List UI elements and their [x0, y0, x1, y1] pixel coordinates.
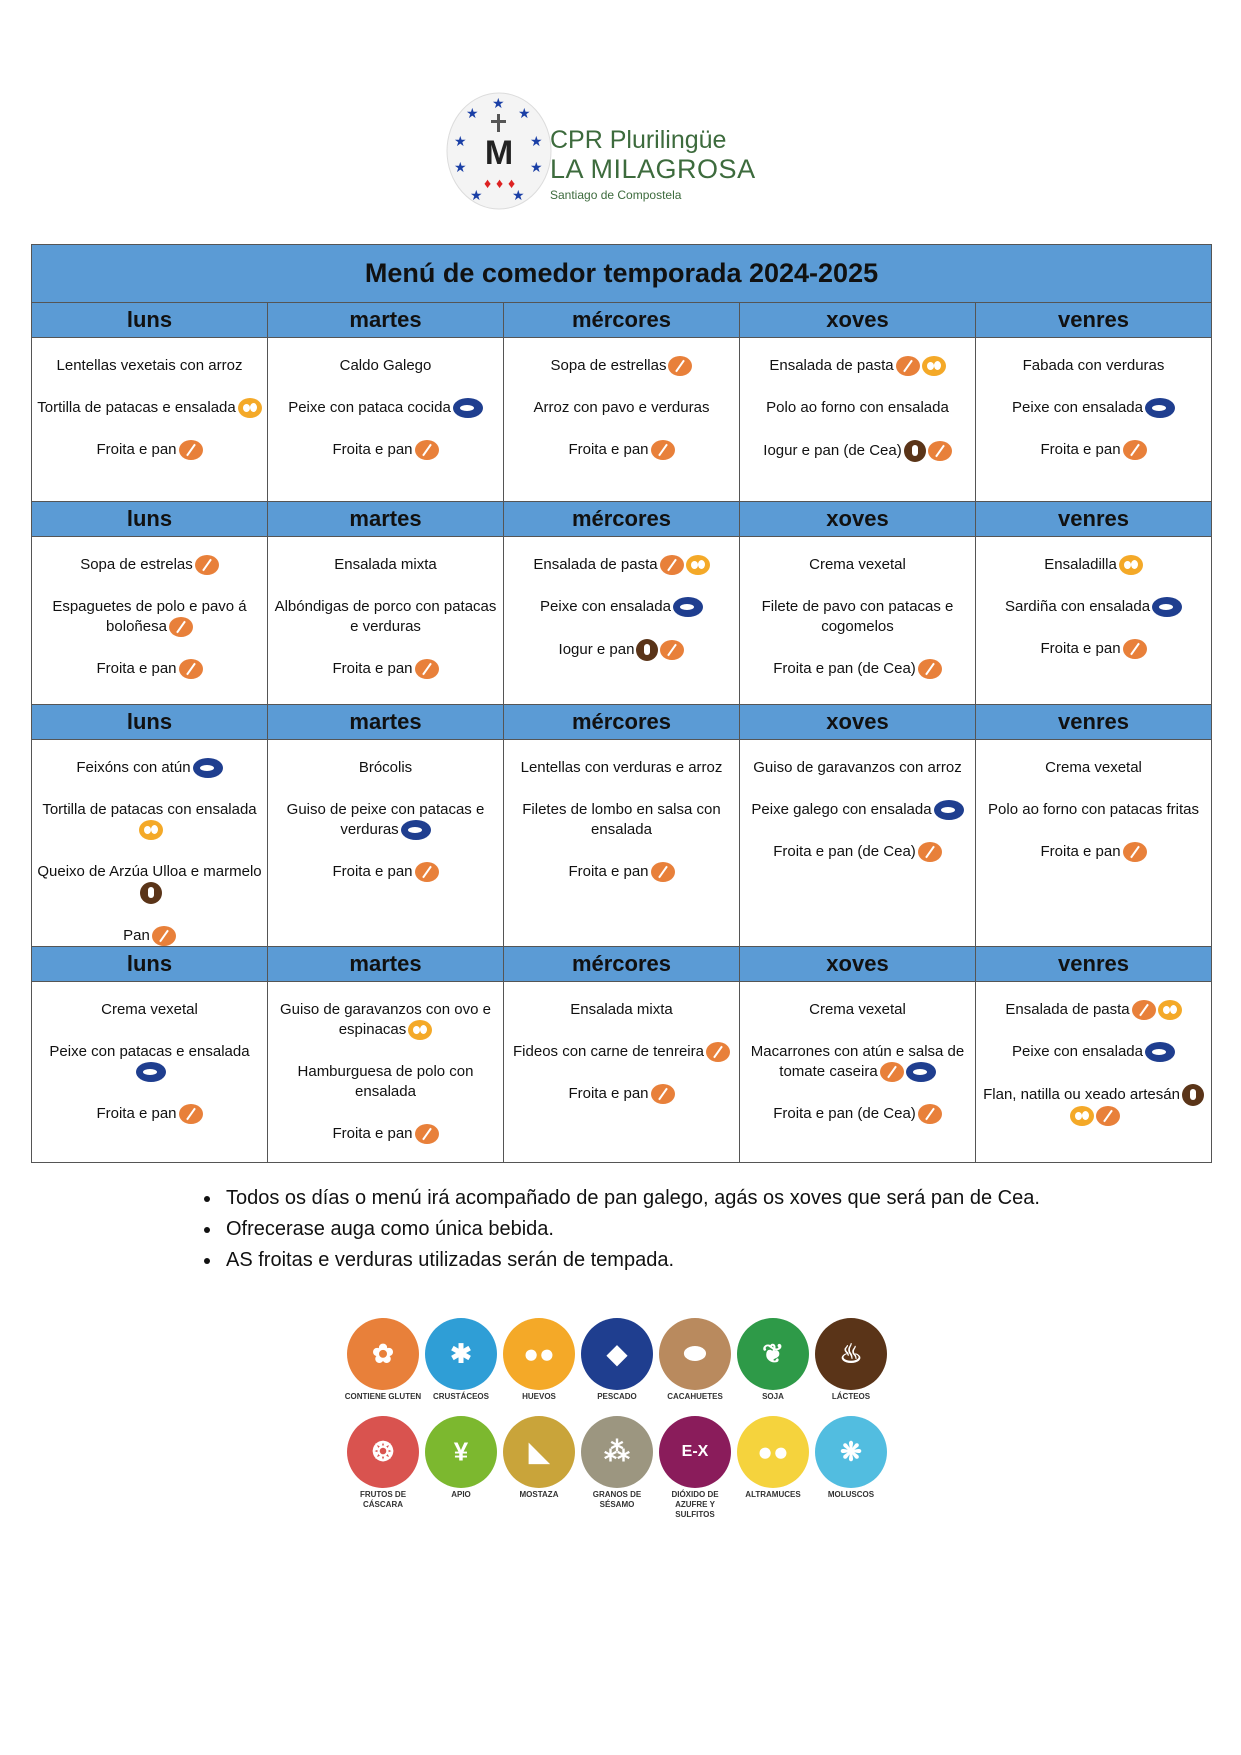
gluten-icon: [880, 1062, 904, 1082]
dish-text: Iogur e pan (de Cea): [763, 442, 902, 459]
menu-cell: [740, 537, 976, 705]
menu-cell: [268, 537, 504, 705]
legend-label: MOLUSCOS: [827, 1490, 875, 1499]
dish: [742, 842, 973, 862]
day-header: martes: [268, 705, 504, 740]
gluten-icon: [415, 1124, 439, 1144]
svg-text:♦: ♦: [484, 175, 492, 191]
menu-week-row: [32, 740, 1212, 947]
menu-cell: [504, 740, 740, 947]
menu-table: [31, 244, 1212, 1163]
dish: [978, 555, 1209, 575]
menu-cell: [504, 338, 740, 502]
dish: [270, 862, 501, 882]
dish: [978, 440, 1209, 460]
dish-text: Guiso de garavanzos con arroz: [753, 759, 962, 776]
dish-text: Peixe con ensalada: [540, 598, 671, 616]
legend-label: CRUSTÁCEOS: [432, 1392, 489, 1401]
dish-text: Froita e pan: [568, 1085, 649, 1103]
day-header: luns: [32, 502, 268, 537]
day-header-row: [32, 303, 1212, 338]
menu-week-row: [32, 338, 1212, 502]
dish-text: Froita e pan: [332, 1125, 413, 1143]
menu-cell: [504, 982, 740, 1163]
day-header: mércores: [504, 947, 740, 982]
menu-cell: [976, 740, 1212, 947]
huevos-icon: [922, 356, 946, 376]
dish-text: Froita e pan: [332, 660, 413, 677]
dish: [34, 758, 265, 778]
dish-text: Froita e pan (de Cea): [773, 1105, 916, 1123]
legend-label: DIÓXIDO DE AZUFRE Y SULFITOS: [671, 1490, 719, 1519]
dish-text: Pan: [123, 927, 150, 945]
dish: [506, 862, 737, 882]
dish-text: Ensaladilla: [1044, 556, 1117, 573]
gluten-icon: [1123, 842, 1147, 862]
dish-text: Ensalada de pasta: [1005, 1001, 1130, 1019]
school-city: Santiago de Compostela: [550, 188, 682, 202]
allergen-legend-icon: ⁂: [581, 1416, 653, 1488]
legend-item: [811, 1318, 891, 1402]
menu-cell: [740, 338, 976, 502]
menu-cell: [740, 740, 976, 947]
menu-cell: [976, 982, 1212, 1163]
pescado-icon: [673, 597, 703, 617]
dish: [270, 398, 501, 418]
dish: [742, 659, 973, 679]
svg-text:M: M: [484, 134, 514, 172]
svg-text:★: ★: [470, 187, 483, 203]
pescado-icon: [906, 1062, 936, 1082]
dish-text: Feixóns con atún: [76, 759, 191, 776]
gluten-icon: [896, 356, 920, 376]
huevos-icon: [408, 1020, 432, 1040]
day-header: martes: [268, 502, 504, 537]
dish: [34, 398, 265, 418]
dish-text: Crema vexetal: [101, 1001, 198, 1019]
menu-cell: [976, 537, 1212, 705]
day-header: venres: [976, 947, 1212, 982]
allergen-legend: [343, 1318, 903, 1519]
legend-label: APIO: [451, 1490, 471, 1499]
note-item: • Todos os días o menú irá acompañado de pan galego, agás os xoves que será pan de Cea.: [222, 1183, 1040, 1214]
dish: [742, 1000, 973, 1020]
pescado-icon: [136, 1062, 166, 1082]
dish: [270, 1000, 501, 1040]
gluten-icon: [415, 659, 439, 679]
dish: [978, 356, 1209, 376]
dish: [978, 800, 1209, 820]
allergen-legend-icon: ✿: [347, 1318, 419, 1390]
day-header: mércores: [504, 705, 740, 740]
legend-label: LÁCTEOS: [831, 1392, 871, 1401]
day-header: luns: [32, 303, 268, 338]
dish: [978, 1042, 1209, 1062]
dish-text: Crema vexetal: [809, 556, 906, 573]
legend-item: [733, 1318, 813, 1402]
dish: [34, 862, 265, 904]
allergen-legend-icon: ✱: [425, 1318, 497, 1390]
svg-text:★: ★: [466, 105, 479, 121]
dish-text: Tortilla de patacas con ensalada: [42, 801, 257, 819]
dish-text: Brócolis: [358, 759, 413, 776]
dish: [978, 1000, 1209, 1020]
dish-text: Froita e pan: [1040, 441, 1121, 459]
gluten-icon: [668, 356, 692, 376]
dish-text: Froita e pan: [332, 863, 413, 881]
svg-text:★: ★: [454, 133, 467, 149]
dish: [270, 555, 501, 575]
notes-list: [160, 1183, 1040, 1276]
dish-text: Guiso de garavanzos con ovo e espinacas: [280, 1001, 491, 1039]
dish: [978, 398, 1209, 418]
gluten-icon: [179, 440, 203, 460]
legend-item: [421, 1416, 501, 1500]
dish-text: Ensalada de pasta: [769, 357, 894, 374]
day-header: xoves: [740, 705, 976, 740]
day-header: martes: [268, 303, 504, 338]
dish-text: Iogur e pan: [558, 641, 635, 659]
dish: [506, 758, 737, 778]
allergen-legend-icon: ❂: [347, 1416, 419, 1488]
allergen-legend-icon: ♨: [815, 1318, 887, 1390]
dish: [978, 758, 1209, 778]
svg-text:★: ★: [518, 105, 531, 121]
dish: [34, 800, 265, 840]
dish-text: Peixe con pataca cocida: [288, 399, 451, 416]
legend-label: ALTRAMUCES: [745, 1490, 801, 1499]
dish-text: Filetes de lombo en salsa con ensalada: [522, 801, 721, 838]
day-header: luns: [32, 705, 268, 740]
dish-text: Lentellas con verduras e arroz: [520, 759, 723, 776]
day-header: xoves: [740, 303, 976, 338]
lacteos-icon: [140, 882, 162, 904]
svg-text:♦: ♦: [496, 175, 504, 191]
allergen-legend-icon: ●●: [737, 1416, 809, 1488]
lacteos-icon: [1182, 1084, 1204, 1106]
huevos-icon: [238, 398, 262, 418]
legend-item: [655, 1416, 735, 1520]
pescado-icon: [453, 398, 483, 418]
dish: [742, 1042, 973, 1082]
svg-text:★: ★: [530, 133, 543, 149]
day-header: venres: [976, 705, 1212, 740]
dish: [506, 597, 737, 617]
dish-text: Sopa de estrelas: [80, 556, 193, 573]
gluten-icon: [918, 1104, 942, 1124]
gluten-icon: [1096, 1106, 1120, 1126]
dish: [506, 356, 737, 376]
gluten-icon: [1132, 1000, 1156, 1020]
day-header: martes: [268, 947, 504, 982]
dish: [742, 597, 973, 637]
legend-label: GRANOS DE SÉSAMO: [592, 1490, 642, 1509]
legend-label: CONTIENE GLUTEN: [344, 1392, 422, 1401]
pescado-icon: [934, 800, 964, 820]
dish: [270, 659, 501, 679]
dish: [34, 555, 265, 575]
dish: [506, 1084, 737, 1104]
legend-item: [655, 1318, 735, 1402]
huevos-icon: [1158, 1000, 1182, 1020]
dish-text: Arroz con pavo e verduras: [533, 399, 710, 417]
legend-item: [811, 1416, 891, 1500]
gluten-icon: [651, 440, 675, 460]
day-header: mércores: [504, 303, 740, 338]
day-header: xoves: [740, 502, 976, 537]
svg-text:★: ★: [492, 95, 505, 111]
allergen-legend-icon: ⬬: [659, 1318, 731, 1390]
dish-text: Crema vexetal: [1045, 759, 1142, 776]
dish: [506, 440, 737, 460]
gluten-icon: [169, 617, 193, 637]
gluten-icon: [918, 659, 942, 679]
dish: [34, 1000, 265, 1020]
school-logo: [440, 90, 756, 215]
dish-text: Filete de pavo con patacas e cogomelos: [761, 598, 954, 635]
huevos-icon: [686, 555, 710, 575]
dish: [34, 597, 265, 637]
lacteos-icon: [904, 440, 926, 462]
legend-item: [499, 1416, 579, 1500]
pescado-icon: [1145, 398, 1175, 418]
dish: [270, 1062, 501, 1102]
dish: [978, 1084, 1209, 1126]
allergen-legend-icon: ◆: [581, 1318, 653, 1390]
menu-cell: [268, 982, 504, 1163]
dish: [506, 555, 737, 575]
svg-text:★: ★: [454, 159, 467, 175]
legend-item: [343, 1416, 423, 1510]
legend-label: CACAHUETES: [667, 1392, 723, 1401]
day-header: mércores: [504, 502, 740, 537]
gluten-icon: [1123, 440, 1147, 460]
allergen-legend-icon: ❋: [815, 1416, 887, 1488]
gluten-icon: [651, 862, 675, 882]
dish: [978, 639, 1209, 659]
dish-text: Macarrones con atún e salsa de tomate caseira: [750, 1043, 965, 1081]
dish: [506, 398, 737, 418]
dish-text: Crema vexetal: [809, 1001, 906, 1019]
dish: [270, 758, 501, 778]
pescado-icon: [1152, 597, 1182, 617]
dish-text: Albóndigas de porco con patacas e verduras: [274, 598, 497, 635]
dish: [34, 1104, 265, 1124]
gluten-icon: [415, 440, 439, 460]
dish: [270, 800, 501, 840]
svg-text:★: ★: [530, 159, 543, 175]
dish: [270, 1124, 501, 1144]
allergen-legend-icon: ●●: [503, 1318, 575, 1390]
dish: [742, 758, 973, 778]
dish-text: Peixe con patacas e ensalada: [49, 1043, 250, 1061]
huevos-icon: [1119, 555, 1143, 575]
dish: [506, 1000, 737, 1020]
dish: [506, 1042, 737, 1062]
dish-text: Froita e pan (de Cea): [773, 660, 916, 677]
dish-text: Espaguetes de polo e pavo á boloñesa: [52, 598, 247, 636]
dish-text: Polo ao forno con patacas fritas: [988, 801, 1199, 818]
menu-week-row: [32, 537, 1212, 705]
dish-text: Peixe con ensalada: [1012, 399, 1143, 416]
dish: [34, 440, 265, 460]
dish: [506, 639, 737, 661]
dish-text: Froita e pan: [1040, 640, 1121, 658]
legend-label: PESCADO: [597, 1392, 637, 1401]
school-name-line1: CPR Plurilingüe: [550, 126, 727, 154]
allergen-legend-icon: ◣: [503, 1416, 575, 1488]
dish-text: Fabada con verduras: [1022, 357, 1165, 374]
gluten-icon: [651, 1084, 675, 1104]
dish: [270, 440, 501, 460]
dish-text: Ensalada mixta: [334, 556, 437, 573]
dish-text: Froita e pan: [96, 1105, 177, 1123]
dish: [742, 398, 973, 418]
lacteos-icon: [636, 639, 658, 661]
dish-text: Fideos con carne de tenreira: [513, 1043, 704, 1061]
dish: [34, 356, 265, 376]
day-header-row: [32, 705, 1212, 740]
dish-text: Froita e pan: [96, 441, 177, 459]
dish-text: Ensalada de pasta: [533, 556, 658, 573]
school-name-line2: LA MILAGROSA: [550, 154, 756, 184]
dish-text: Froita e pan (de Cea): [773, 843, 916, 861]
dish-text: Lentellas vexetais con arroz: [56, 357, 243, 374]
menu-title: Menú de comedor temporada 2024-2025: [32, 245, 1212, 303]
menu-cell: [740, 982, 976, 1163]
menu-cell: [32, 537, 268, 705]
dish-text: Flan, natilla ou xeado artesán: [983, 1086, 1180, 1104]
day-header-row: [32, 947, 1212, 982]
gluten-icon: [928, 441, 952, 461]
dish: [978, 842, 1209, 862]
dish-text: Peixe con ensalada: [1012, 1043, 1143, 1061]
legend-item: [499, 1318, 579, 1402]
legend-label: MOSTAZA: [519, 1490, 559, 1499]
legend-label: HUEVOS: [522, 1392, 556, 1401]
school-emblem-icon: [440, 90, 558, 212]
dish: [742, 440, 973, 462]
dish: [34, 926, 265, 946]
gluten-icon: [660, 555, 684, 575]
dish-text: Guiso de peixe con patacas e verduras: [286, 801, 485, 838]
pescado-icon: [401, 820, 431, 840]
menu-cell: [32, 740, 268, 947]
pescado-icon: [193, 758, 223, 778]
dish: [270, 597, 501, 637]
legend-item: [343, 1318, 423, 1402]
legend-label: FRUTOS DE CÁSCARA: [359, 1490, 407, 1509]
gluten-icon: [660, 640, 684, 660]
dish-text: Sopa de estrellas: [550, 357, 667, 374]
note-item: • AS froitas e verduras utilizadas serán de tempada.: [222, 1245, 1040, 1276]
allergen-legend-icon: ❦: [737, 1318, 809, 1390]
dish: [506, 800, 737, 840]
day-header: venres: [976, 303, 1212, 338]
dish-text: Polo ao forno con ensalada: [766, 399, 949, 417]
gluten-icon: [179, 1104, 203, 1124]
dish: [742, 800, 973, 820]
gluten-icon: [152, 926, 176, 946]
day-header: xoves: [740, 947, 976, 982]
dish: [742, 356, 973, 376]
dish-text: Hamburguesa de polo con ensalada: [297, 1063, 474, 1101]
dish-text: Caldo Galego: [339, 357, 432, 374]
pescado-icon: [1145, 1042, 1175, 1062]
gluten-icon: [706, 1042, 730, 1062]
dish: [742, 1104, 973, 1124]
huevos-icon: [139, 820, 163, 840]
legend-item: [577, 1416, 657, 1510]
gluten-icon: [195, 555, 219, 575]
legend-label: SOJA: [762, 1392, 784, 1401]
legend-item: [733, 1416, 813, 1500]
allergen-legend-icon: ¥: [425, 1416, 497, 1488]
menu-cell: [976, 338, 1212, 502]
legend-item: [421, 1318, 501, 1402]
dish-text: Froita e pan: [96, 660, 177, 678]
svg-text:★: ★: [512, 187, 525, 203]
day-header: venres: [976, 502, 1212, 537]
gluten-icon: [918, 842, 942, 862]
menu-cell: [32, 338, 268, 502]
menu-cell: [504, 537, 740, 705]
dish-text: Froita e pan: [568, 441, 649, 459]
menu-cell: [268, 338, 504, 502]
dish: [742, 555, 973, 575]
dish: [978, 597, 1209, 617]
dish-text: Froita e pan: [332, 441, 413, 459]
dish-text: Tortilla de patacas e ensalada: [37, 399, 236, 416]
gluten-icon: [415, 862, 439, 882]
dish: [270, 356, 501, 376]
dish-text: Froita e pan: [568, 863, 649, 880]
gluten-icon: [179, 659, 203, 679]
day-header-row: [32, 502, 1212, 537]
menu-week-row: [32, 982, 1212, 1163]
huevos-icon: [1070, 1106, 1094, 1126]
dish-text: Queixo de Arzúa Ulloa e marmelo: [37, 863, 262, 881]
dish: [34, 1042, 265, 1082]
dish-text: Ensalada mixta: [570, 1001, 673, 1019]
dish: [34, 659, 265, 679]
svg-text:♦: ♦: [508, 175, 516, 191]
dish-text: Sardiña con ensalada: [1004, 598, 1151, 616]
day-header: luns: [32, 947, 268, 982]
note-item: • Ofrecerase auga como única bebida.: [222, 1214, 1040, 1245]
gluten-icon: [1123, 639, 1147, 659]
dish-text: Peixe galego con ensalada: [751, 801, 932, 818]
menu-cell: [32, 982, 268, 1163]
menu-cell: [268, 740, 504, 947]
dish-text: Froita e pan: [1040, 843, 1121, 860]
legend-item: [577, 1318, 657, 1402]
allergen-legend-icon: E-X: [659, 1416, 731, 1488]
